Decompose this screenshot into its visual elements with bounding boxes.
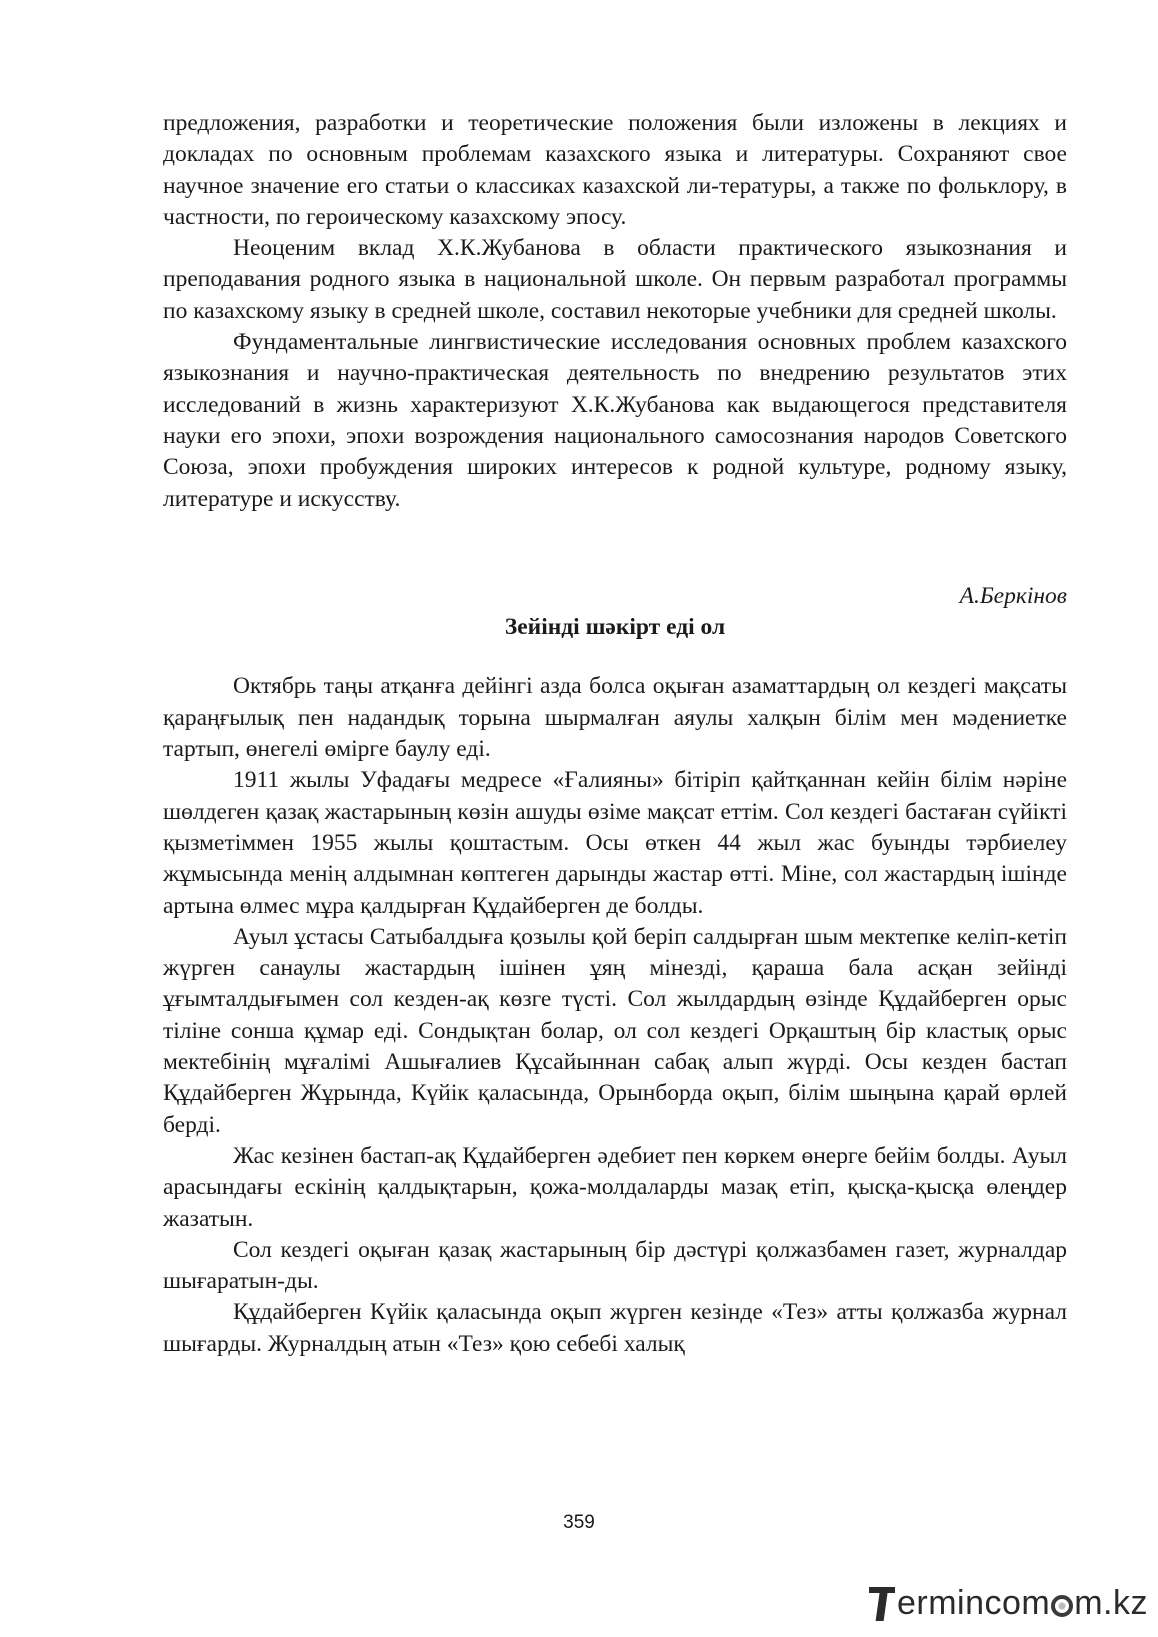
page-content	[163, 108, 1067, 1360]
paragraph: Сол кездегі оқыған қазақ жастарының бір дәстүрі қолжазбамен газет, журналдар шығаратын-ды.	[163, 1236, 1067, 1295]
paragraph: предложения, разработки и теоретические положения были изложены в лекциях и докладах по основным проблемам казахского языка и литературы. Сохраняют свое научное значение его статьи о классиках казахской ли-тературы, а также по фольклору, в частности, по героическому казахскому эпосу.	[163, 110, 1067, 230]
section-title: Зейінді шәкірт еді ол	[504, 614, 726, 641]
title-gap	[163, 643, 1067, 671]
section-gap	[163, 515, 1067, 581]
paragraph: Құдайберген Күйік қаласында оқып жүрген кезінде «Тез» атты қолжазба журнал шығарды. Журналдың атын «Тез» қою себебі халық	[163, 1299, 1067, 1357]
top-paragraphs	[163, 108, 1067, 515]
watermark-text-end: m.kz	[1074, 1583, 1148, 1622]
page-number: 359	[563, 1512, 595, 1533]
globe-o-icon	[1051, 1595, 1073, 1617]
watermark-logo	[869, 1578, 1148, 1628]
paragraph: Ауыл ұстасы Сатыбалдыға қозылы қой беріп салдырған шым мектепке келіп-кетіп жүрген санаулы жастардың ішінен ұяң мінезді, қараша бала асқан зейінді ұғымталдығымен сол кезден-ақ көзге түсті. Сол жылдардың өзінде Құдайберген орыс тіліне сонша құмар еді. Сондықтан болар, ол сол кездегі Орқаштың бір кластық орыс мектебінің мұғалімі Ашығалиев Құсайыннан сабақ алып жүрді. Осы кезден бастап Құдайберген Жұрында, Күйік қаласында, Орынборда оқып, білім шыңына қарай өрлей берді.	[163, 923, 1067, 1138]
paragraph: Фундаментальные лингвистические исследования основных проблем казахского языкознания и научно-практическая деятельность по внедрению результатов этих исследований в жизнь характеризуют Х.К.Жубанова как выдающегося представителя науки его эпохи, эпохи возрождения национального самосознания народов Советского Союза, эпохи пробуждения широких интересов к родной культуре, родному языку, литературе и искусству.	[163, 329, 1067, 512]
bottom-paragraphs	[163, 671, 1067, 1360]
watermark-text-start: ermincom	[896, 1583, 1051, 1622]
paragraph: Неоценим вклад Х.К.Жубанова в области практического языкознания и преподавания родного языка в национальной школе. Он первым разработал программы по казахскому языку в средней школе, составил некоторые учебники для средней школы.	[163, 235, 1067, 324]
paragraph: Жас кезінен бастап-ақ Құдайберген әдебиет пен көркем өнерге бейім болды. Ауыл арасындағы ескінің қалдықтарын, қожа-молдаларды мазақ етіп, қысқа-қысқа өлеңдер жазатын.	[163, 1142, 1067, 1232]
t-logo-icon	[869, 1583, 895, 1623]
paragraph: 1911 жылы Уфадағы медресе «Ғалияны» бітіріп қайтқаннан кейін білім нәріне шөлдеген қазақ жастарының көзін ашуды өзіме мақсат еттім. Сол кездегі бастаған сүйікті қызметіммен 1955 жылы қоштастым. Осы өткен 44 жыл жас буынды тәрбиелеу жұмысында менің алдымнан көптеген дарынды жастар өтті. Міне, сол жастардың ішінде артына өлмес мұра қалдырған Құдайберген де болды.	[163, 767, 1067, 919]
author-name: А.Беркінов	[959, 582, 1067, 609]
paragraph: Октябрь таңы атқанға дейінгі азда болса оқыған азаматтардың ол кездегі мақсаты қараңғылық пен надандық торына шырмалған аяулы халқын білім мен мәдениетке тартып, өнегелі өмірге баулу еді.	[163, 673, 1067, 763]
